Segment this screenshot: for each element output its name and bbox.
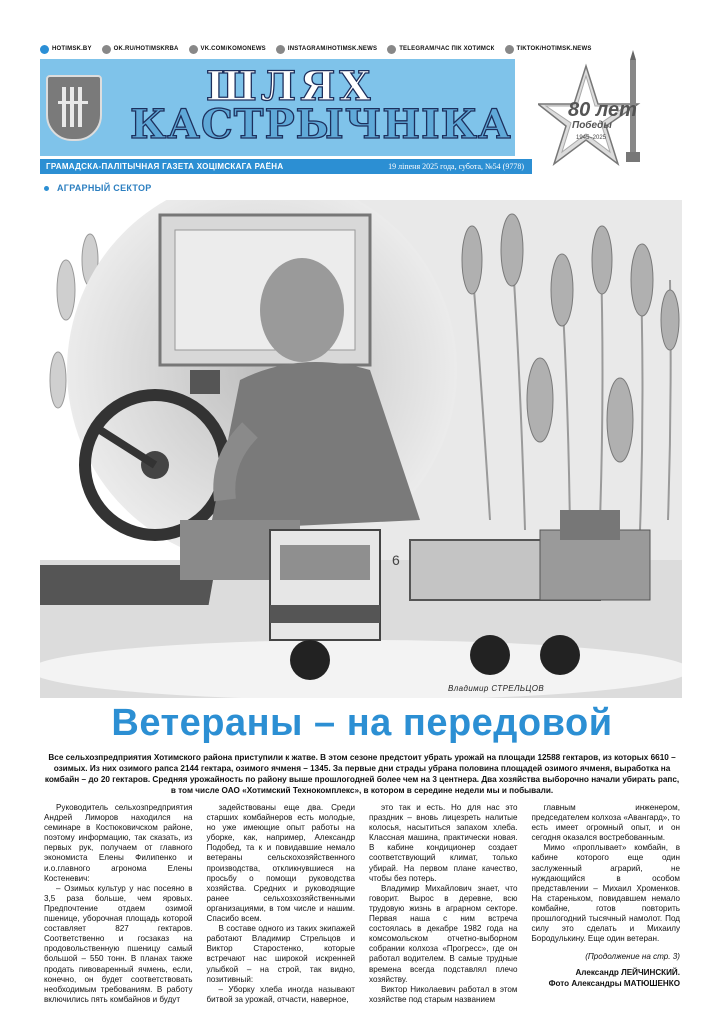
social-link-tiktok[interactable]: TIKTOK/HOTIMSK.NEWS [505,45,592,54]
paragraph: главным инженером, председателем колхоза «Авангард», то есть имеет огромный опыт, и он сегодня оказался востребованным. [531,803,680,843]
paragraph: Владимир Михайлович знает, что говорит. Вырос в деревне, всю трудовую жизнь в аграрном секторе. Первая наша с ним встреча состоялась в декабре 1982 года на комсомольском отчетно-выборном собрании колхоза «Прогресс», где он работал водителем. В самые трудные времена всегда подставлял плечо хозяйству. [369,883,518,984]
social-link-site[interactable]: HOTIMSK.BY [40,45,92,54]
paragraph: Виктор Николаевич работал в этом хозяйстве под старым названием [369,984,518,1004]
column-4 [532,803,681,1015]
column-2 [207,803,356,1015]
title-line-1: ШЛЯХ [206,63,375,110]
district-crest-icon [46,75,102,141]
instagram-icon [276,45,285,54]
issue-info: 19 ліпеня 2025 года, субота, №54 (9778) [388,162,524,171]
social-link-vk[interactable]: VK.COM/KOMONEWS [189,45,266,54]
photographer-credit: Фото Александры МАТЮШЕНКО [548,978,680,988]
author-signature: Александр ЛЕЙЧИНСКИЙ. [575,968,680,978]
social-link-telegram[interactable]: TELEGRAM/ЧАС ПІК ХОТИМСК [387,45,494,54]
ok-icon [102,45,111,54]
victory-80-years-badge [538,46,662,178]
globe-icon [40,45,49,54]
paragraph: Руководитель сельхозпредприятия Андрей Лиморов находился на семинаре в Костюковичском районе, поэтому информацию, так сказать, из первых рук, получаем от главного экономиста Елены Филипенко и и.о.главного агронома Елены Костеневич: [44,803,193,883]
photo-credit: Владимир СТРЕЛЬЦОВ [448,684,545,693]
continued-note: (Продолжение на стр. 3) [585,952,680,962]
tagline: ГРАМАДСКА-ПАЛІТЫЧНАЯ ГАЗЕТА ХОЦІМСКАГА РАЁНА [46,162,284,171]
bullet-icon [44,186,49,191]
masthead [40,59,515,156]
paragraph: это так и есть. Но для нас это праздник – вновь лицезреть налитые колосья, насытиться запахом хлеба. Классная машина, практически новая. В кабине кондиционер создает соответствующий климат, только убирай. На первом плане качество, чтобы без потерь. [369,803,518,883]
column-1 [44,803,193,1015]
article-headline: Ветераны – на передовой [111,702,613,744]
badge-line1: 80 лет [568,99,637,121]
article-body [44,803,680,1015]
social-link-ok[interactable]: OK.RU/HOTIMSKRBA [102,45,179,54]
paragraph: В составе одного из таких экипажей работают Владимир Стрельцов и Виктор Старостенко, которые встречают нас широкой искренней улыбкой – на строй, так видно, позитивный: [206,924,355,984]
social-link-instagram[interactable]: INSTAGRAM/HOTIMSK.NEWS [276,45,377,54]
column-3 [369,803,518,1015]
masthead-subbar [40,159,532,174]
vk-icon [189,45,198,54]
truck-plate: 6 [392,552,400,568]
telegram-icon [387,45,396,54]
harvest-photo [40,200,682,698]
article-lead: Все сельхозпредприятия Хотимского района приступили к жатве. В этом сезоне предстоит убрать урожай на площади 12588 гектаров, из которых 6610 – озимых. Из них озимого рапса 2144 гектара, озимого ячменя – 1345. За первые дни страды убрана половина площадей озимого ячменя, выработка на комбайн – до 20 гектаров. Средняя урожайность по району выше прошлогодней более чем на 3 центнера. Два хозяйства выборочно начали убирать рапс, в том числе ОАО «Хотимский Технокомплекс», в котором в середине недели мы и побывали. [44,753,680,795]
badge-line2: Победы [572,120,612,131]
paragraph: – Уборку хлеба иногда называют битвой за урожай, отчасти, наверное, [206,984,355,1004]
paragraph: задействованы еще два. Среди старших комбайнеров есть молодые, но уже имеющие опыт работы на уборке, как, например, Александр Подобед, та к и повидавшие немало ветераны сельскохозяйственного производства, откликнувшиеся на просьбу о помощи руководства хозяйства. Средних и руководящие ранее сельхозхозяйственными организациями, в том числе и нашим. Спасибо всем. [206,803,355,924]
paragraph: Мимо «проплывает» комбайн, в кабине которого еще один заслуженный аграрий, не нуждающийся в особом представлении – Михаил Хроменков. На стареньком, повидавшем немало комбайне, готов повторить прошлогодний тысячный намолот. Под силу это сделать и Михаилу Бородулькину. Еще один ветеран. [531,843,680,944]
section-label: АГРАРНЫЙ СЕКТОР [44,183,152,193]
title-line-2: КАСТРЫЧНІКА [130,101,512,148]
tiktok-icon [505,45,514,54]
paragraph: – Озимых культур у нас посеяно в 3,5 раза больше, чем яровых. Предпочтение отдаем озимой пшенице, уборочная площадь которой составляет 827 гектаров. Соответственно и госзаказ на продовольственную пшеницу самый большой – 550 тонн. В планах также продать пивоваренный ячмень, если, конечно, он будет соответствовать необходимым требованиям. В работу включились пять комбайнов и будут [44,883,193,1004]
badge-years: 1945–2025 [576,135,607,141]
